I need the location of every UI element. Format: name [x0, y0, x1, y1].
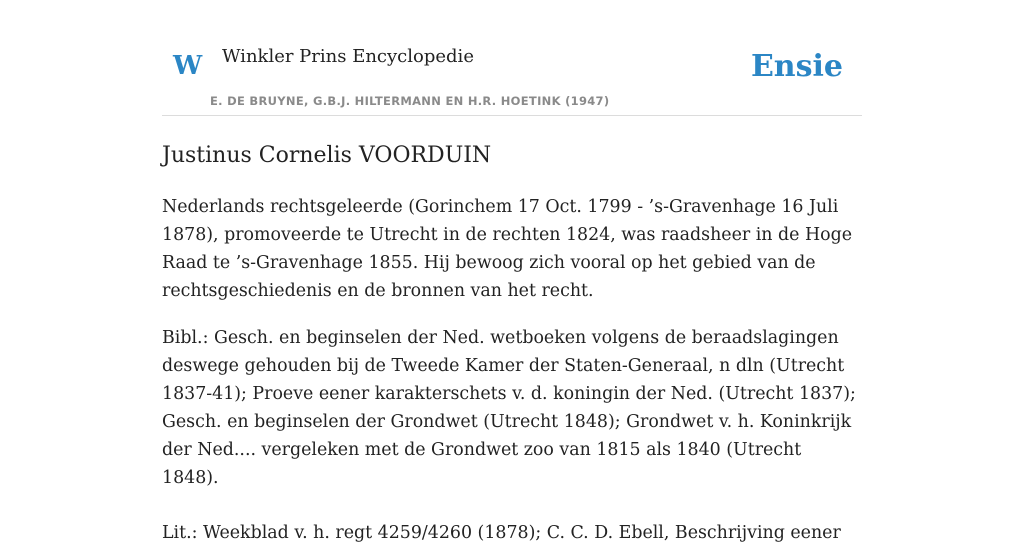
- article-paragraph-intro: Nederlands rechtsgeleerde (Gorinchem 17 Oct. 1799 - ’s-Gravenhage 16 Juli 1878), promoveerde te Utrecht in de rechten 1824, was raadsheer in de Hoge Raad te ’s-Gravenhage 1855. Hij bewoog zich vooral op het gebied van de rechtsgeschiedenis en de bronnen van het recht.: [162, 196, 853, 301]
- site-header: [162, 44, 862, 116]
- article-paragraph-bibliography: Bibl.: Gesch. en beginselen der Ned. wetboeken volgens de beraadslagingen deswege gehouden bij de Tweede Kamer der Staten-Generaal, n dln (Utrecht 1837-41); Proeve eener karakterschets v. d. koningin der Ned. (Utrecht 1837); Gesch. en beginselen der Grondwet (Utrecht 1848); Grondwet v. h. Koninkrijk der Ned.... vergeleken met de Grondwet zoo van 1815 als 1840 (Utrecht 1848).: [162, 327, 856, 488]
- book-authors: E. DE BRUYNE, G.B.J. HILTERMANN EN H.R. HOETINK (1947): [210, 94, 610, 108]
- article-title: Justinus Cornelis VOORDUIN: [162, 143, 492, 168]
- winkler-prins-logo[interactable]: W: [173, 51, 203, 81]
- ensie-logo[interactable]: Ensie: [750, 49, 843, 84]
- page: [162, 0, 862, 547]
- article-paragraph-literature: Lit.: Weekblad v. h. regt 4259/4260 (1878); C. C. D. Ebell, Beschrijving eener: [162, 522, 841, 543]
- book-title[interactable]: Winkler Prins Encyclopedie: [222, 46, 474, 67]
